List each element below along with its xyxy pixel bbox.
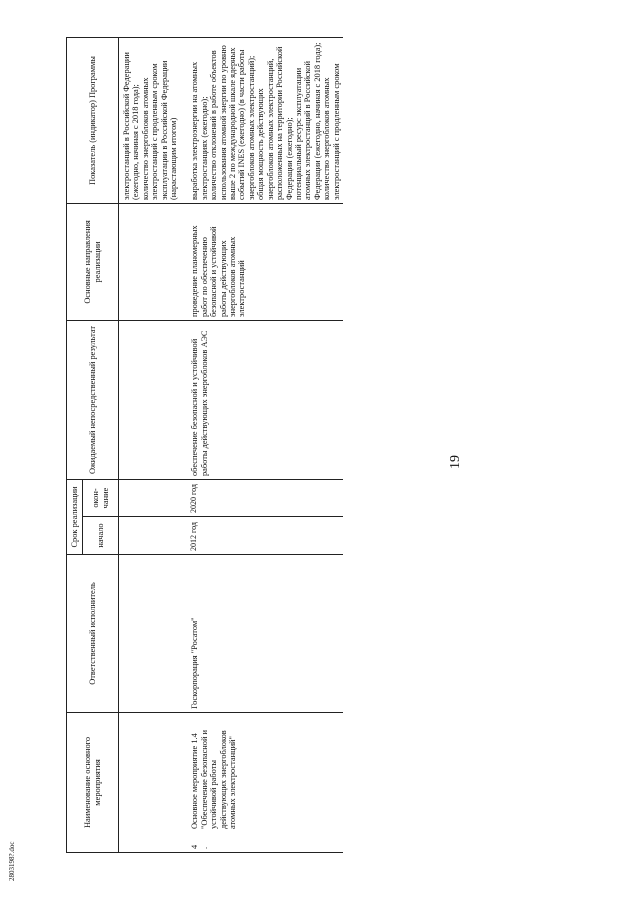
cell-result: обеспечение безопасной и устойчивой работы действующих энергоблоков АЭС: [184, 321, 343, 480]
cell-start: 2012 год: [184, 517, 343, 555]
header-executor: Ответственный исполнитель: [67, 555, 119, 713]
table-row-continuation: [119, 38, 185, 853]
table-header: [67, 38, 119, 853]
cell-indicator: выработка электроэнергии на атомных электростанциях (ежегодно); количество отклонений в работе объектов использования атомной энергии по уровню выше 2 по международной шкале ядерных событий INES (ежегодно) (в части работы энергоблоков атомных электростанций); общая мощность действующих энергоблоков атомных электростанций, расположенных на территории Российской Федерации (ежегодно); потенциальный ресурс эксплуатации атомных электростанций в Российской Федерации (ежегодно, начиная с 2018 года); количество энергоблоков атомных электростанций с продленным сроком: [184, 38, 343, 204]
header-period: Срок реализации: [67, 480, 83, 555]
continuation-indicator: электростанций в Российской Федерации (ежегодно, начиная с 2018 года); количество энергоблоков атомных электростанций с продленным сроком эксплуатации в Российской Федерации (нарастающим итогом): [119, 38, 185, 204]
header-start: начало: [83, 517, 119, 555]
page-number: 19: [448, 455, 463, 469]
row-name: Основное мероприятие 1.4 "Обеспечение безопасной и устойчивой работы действующих энергоблоков атомных электростанций": [190, 729, 238, 829]
header-directions: Основные направления реализации: [67, 204, 119, 321]
cell-executor: Госкорпорация "Росатом": [184, 555, 343, 713]
cell-directions: проведение планомерных работ по обеспечению безопасной и устойчивой работы действующих энергоблоков атомных электростанций: [184, 204, 343, 321]
header-name: Наименование основного мероприятия: [67, 713, 119, 853]
program-table: [66, 37, 343, 853]
header-result: Ожидаемый непосредственный результат: [67, 321, 119, 480]
cell-end: 2020 год: [184, 480, 343, 517]
cell-name: [184, 713, 343, 853]
header-indicator: Показатель (индикатор) Программы: [67, 38, 119, 204]
row-number: 4.: [190, 844, 209, 849]
doc-id: 2803198?.doc: [8, 841, 16, 881]
table-row: [184, 38, 343, 853]
header-end: окон- чание: [83, 480, 119, 517]
